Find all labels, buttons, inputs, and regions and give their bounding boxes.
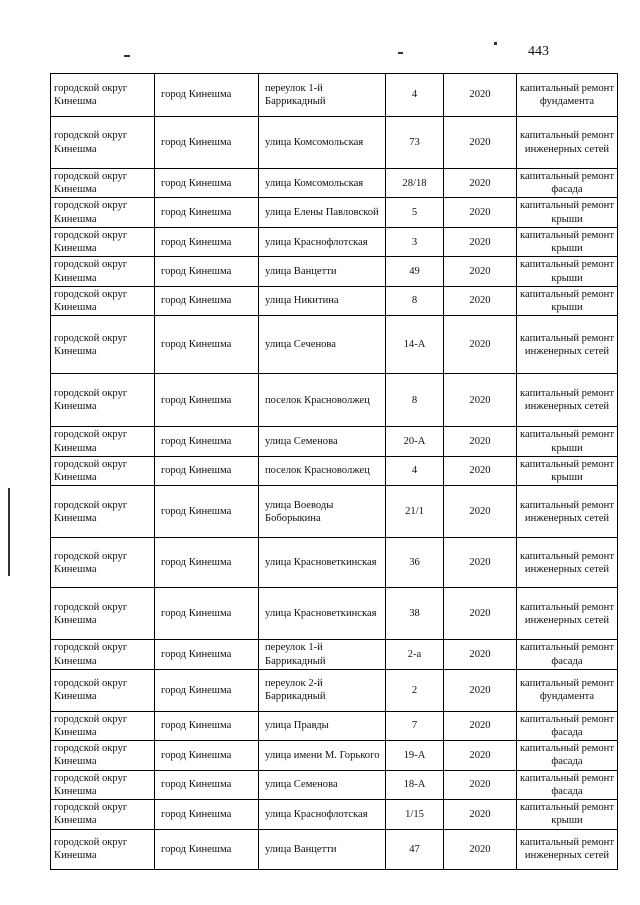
year-cell: 2020	[444, 538, 517, 588]
work-type-cell: капитальный ремонт инженерных сетей	[517, 486, 618, 538]
street-cell: улица Комсомольская	[259, 169, 386, 198]
house-number-cell: 2	[386, 669, 444, 711]
year-cell: 2020	[444, 741, 517, 770]
street-cell: переулок 1-й Баррикадный	[259, 74, 386, 117]
table-row	[51, 538, 618, 588]
municipality-cell: городской округ Кинешма	[51, 770, 155, 799]
table-row	[51, 829, 618, 869]
house-number-cell: 73	[386, 117, 444, 169]
year-cell: 2020	[444, 169, 517, 198]
settlement-cell: город Кинешма	[155, 74, 259, 117]
street-cell: улица имени М. Горького	[259, 741, 386, 770]
street-cell: улица Краснофлотская	[259, 800, 386, 829]
settlement-cell: город Кинешма	[155, 198, 259, 227]
settlement-cell: город Кинешма	[155, 117, 259, 169]
work-type-cell: капитальный ремонт инженерных сетей	[517, 374, 618, 427]
municipality-cell: городской округ Кинешма	[51, 374, 155, 427]
scan-mark	[494, 42, 497, 45]
street-cell: улица Красноветкинская	[259, 538, 386, 588]
settlement-cell: город Кинешма	[155, 486, 259, 538]
year-cell: 2020	[444, 316, 517, 374]
table-row	[51, 486, 618, 538]
table-row	[51, 427, 618, 456]
work-type-cell: капитальный ремонт фасада	[517, 169, 618, 198]
repair-program-table	[50, 73, 618, 870]
work-type-cell: капитальный ремонт инженерных сетей	[517, 117, 618, 169]
municipality-cell: городской округ Кинешма	[51, 829, 155, 869]
house-number-cell: 1/15	[386, 800, 444, 829]
municipality-cell: городской округ Кинешма	[51, 316, 155, 374]
table-row	[51, 374, 618, 427]
municipality-cell: городской округ Кинешма	[51, 800, 155, 829]
year-cell: 2020	[444, 257, 517, 286]
municipality-cell: городской округ Кинешма	[51, 169, 155, 198]
year-cell: 2020	[444, 588, 517, 640]
settlement-cell: город Кинешма	[155, 374, 259, 427]
house-number-cell: 4	[386, 74, 444, 117]
street-cell: улица Семенова	[259, 427, 386, 456]
year-cell: 2020	[444, 427, 517, 456]
work-type-cell: капитальный ремонт фасада	[517, 711, 618, 740]
street-cell: поселок Красноволжец	[259, 456, 386, 485]
settlement-cell: город Кинешма	[155, 770, 259, 799]
table-row	[51, 741, 618, 770]
year-cell: 2020	[444, 286, 517, 315]
municipality-cell: городской округ Кинешма	[51, 286, 155, 315]
settlement-cell: город Кинешма	[155, 669, 259, 711]
table-row	[51, 800, 618, 829]
work-type-cell: капитальный ремонт инженерных сетей	[517, 829, 618, 869]
work-type-cell: капитальный ремонт крыши	[517, 456, 618, 485]
street-cell: переулок 1-й Баррикадный	[259, 640, 386, 669]
table-row	[51, 456, 618, 485]
street-cell: улица Воеводы Боборыкина	[259, 486, 386, 538]
table-row	[51, 770, 618, 799]
scan-mark	[8, 488, 10, 576]
municipality-cell: городской округ Кинешма	[51, 198, 155, 227]
work-type-cell: капитальный ремонт крыши	[517, 227, 618, 256]
house-number-cell: 20-А	[386, 427, 444, 456]
work-type-cell: капитальный ремонт крыши	[517, 427, 618, 456]
street-cell: улица Семенова	[259, 770, 386, 799]
work-type-cell: капитальный ремонт фасада	[517, 770, 618, 799]
year-cell: 2020	[444, 800, 517, 829]
municipality-cell: городской округ Кинешма	[51, 669, 155, 711]
work-type-cell: капитальный ремонт крыши	[517, 198, 618, 227]
house-number-cell: 5	[386, 198, 444, 227]
table-row	[51, 669, 618, 711]
municipality-cell: городской округ Кинешма	[51, 257, 155, 286]
municipality-cell: городской округ Кинешма	[51, 711, 155, 740]
year-cell: 2020	[444, 486, 517, 538]
year-cell: 2020	[444, 74, 517, 117]
street-cell: улица Ванцетти	[259, 829, 386, 869]
house-number-cell: 8	[386, 374, 444, 427]
settlement-cell: город Кинешма	[155, 829, 259, 869]
year-cell: 2020	[444, 117, 517, 169]
settlement-cell: город Кинешма	[155, 257, 259, 286]
house-number-cell: 28/18	[386, 169, 444, 198]
settlement-cell: город Кинешма	[155, 741, 259, 770]
settlement-cell: город Кинешма	[155, 286, 259, 315]
page-number: 443	[528, 44, 549, 59]
scan-mark	[398, 52, 403, 54]
house-number-cell: 14-А	[386, 316, 444, 374]
table-row	[51, 117, 618, 169]
year-cell: 2020	[444, 669, 517, 711]
street-cell: улица Красноветкинская	[259, 588, 386, 640]
municipality-cell: городской округ Кинешма	[51, 640, 155, 669]
work-type-cell: капитальный ремонт инженерных сетей	[517, 588, 618, 640]
year-cell: 2020	[444, 227, 517, 256]
table-row	[51, 286, 618, 315]
settlement-cell: город Кинешма	[155, 640, 259, 669]
house-number-cell: 8	[386, 286, 444, 315]
settlement-cell: город Кинешма	[155, 227, 259, 256]
house-number-cell: 47	[386, 829, 444, 869]
municipality-cell: городской округ Кинешма	[51, 227, 155, 256]
street-cell: переулок 2-й Баррикадный	[259, 669, 386, 711]
municipality-cell: городской округ Кинешма	[51, 588, 155, 640]
year-cell: 2020	[444, 829, 517, 869]
table-row	[51, 198, 618, 227]
street-cell: улица Комсомольская	[259, 117, 386, 169]
work-type-cell: капитальный ремонт инженерных сетей	[517, 316, 618, 374]
work-type-cell: капитальный ремонт фундамента	[517, 669, 618, 711]
table-row	[51, 257, 618, 286]
year-cell: 2020	[444, 456, 517, 485]
table-row	[51, 169, 618, 198]
house-number-cell: 49	[386, 257, 444, 286]
settlement-cell: город Кинешма	[155, 800, 259, 829]
settlement-cell: город Кинешма	[155, 456, 259, 485]
house-number-cell: 3	[386, 227, 444, 256]
street-cell: улица Никитина	[259, 286, 386, 315]
house-number-cell: 18-А	[386, 770, 444, 799]
year-cell: 2020	[444, 374, 517, 427]
table-row	[51, 227, 618, 256]
settlement-cell: город Кинешма	[155, 588, 259, 640]
settlement-cell: город Кинешма	[155, 427, 259, 456]
municipality-cell: городской округ Кинешма	[51, 117, 155, 169]
house-number-cell: 2-а	[386, 640, 444, 669]
municipality-cell: городской округ Кинешма	[51, 74, 155, 117]
table-row	[51, 74, 618, 117]
table-row	[51, 588, 618, 640]
settlement-cell: город Кинешма	[155, 316, 259, 374]
work-type-cell: капитальный ремонт крыши	[517, 800, 618, 829]
street-cell: улица Правды	[259, 711, 386, 740]
year-cell: 2020	[444, 770, 517, 799]
house-number-cell: 7	[386, 711, 444, 740]
work-type-cell: капитальный ремонт крыши	[517, 286, 618, 315]
house-number-cell: 21/1	[386, 486, 444, 538]
settlement-cell: город Кинешма	[155, 538, 259, 588]
street-cell: улица Сеченова	[259, 316, 386, 374]
scan-mark	[124, 55, 130, 57]
table-row	[51, 711, 618, 740]
year-cell: 2020	[444, 198, 517, 227]
work-type-cell: капитальный ремонт фасада	[517, 741, 618, 770]
work-type-cell: капитальный ремонт фундамента	[517, 74, 618, 117]
street-cell: улица Краснофлотская	[259, 227, 386, 256]
municipality-cell: городской округ Кинешма	[51, 486, 155, 538]
municipality-cell: городской округ Кинешма	[51, 427, 155, 456]
table-row	[51, 316, 618, 374]
municipality-cell: городской округ Кинешма	[51, 741, 155, 770]
municipality-cell: городской округ Кинешма	[51, 538, 155, 588]
settlement-cell: город Кинешма	[155, 169, 259, 198]
street-cell: улица Елены Павловской	[259, 198, 386, 227]
table-row	[51, 640, 618, 669]
year-cell: 2020	[444, 640, 517, 669]
house-number-cell: 19-А	[386, 741, 444, 770]
work-type-cell: капитальный ремонт инженерных сетей	[517, 538, 618, 588]
settlement-cell: город Кинешма	[155, 711, 259, 740]
house-number-cell: 36	[386, 538, 444, 588]
work-type-cell: капитальный ремонт фасада	[517, 640, 618, 669]
municipality-cell: городской округ Кинешма	[51, 456, 155, 485]
work-type-cell: капитальный ремонт крыши	[517, 257, 618, 286]
street-cell: улица Ванцетти	[259, 257, 386, 286]
year-cell: 2020	[444, 711, 517, 740]
house-number-cell: 4	[386, 456, 444, 485]
house-number-cell: 38	[386, 588, 444, 640]
street-cell: поселок Красноволжец	[259, 374, 386, 427]
